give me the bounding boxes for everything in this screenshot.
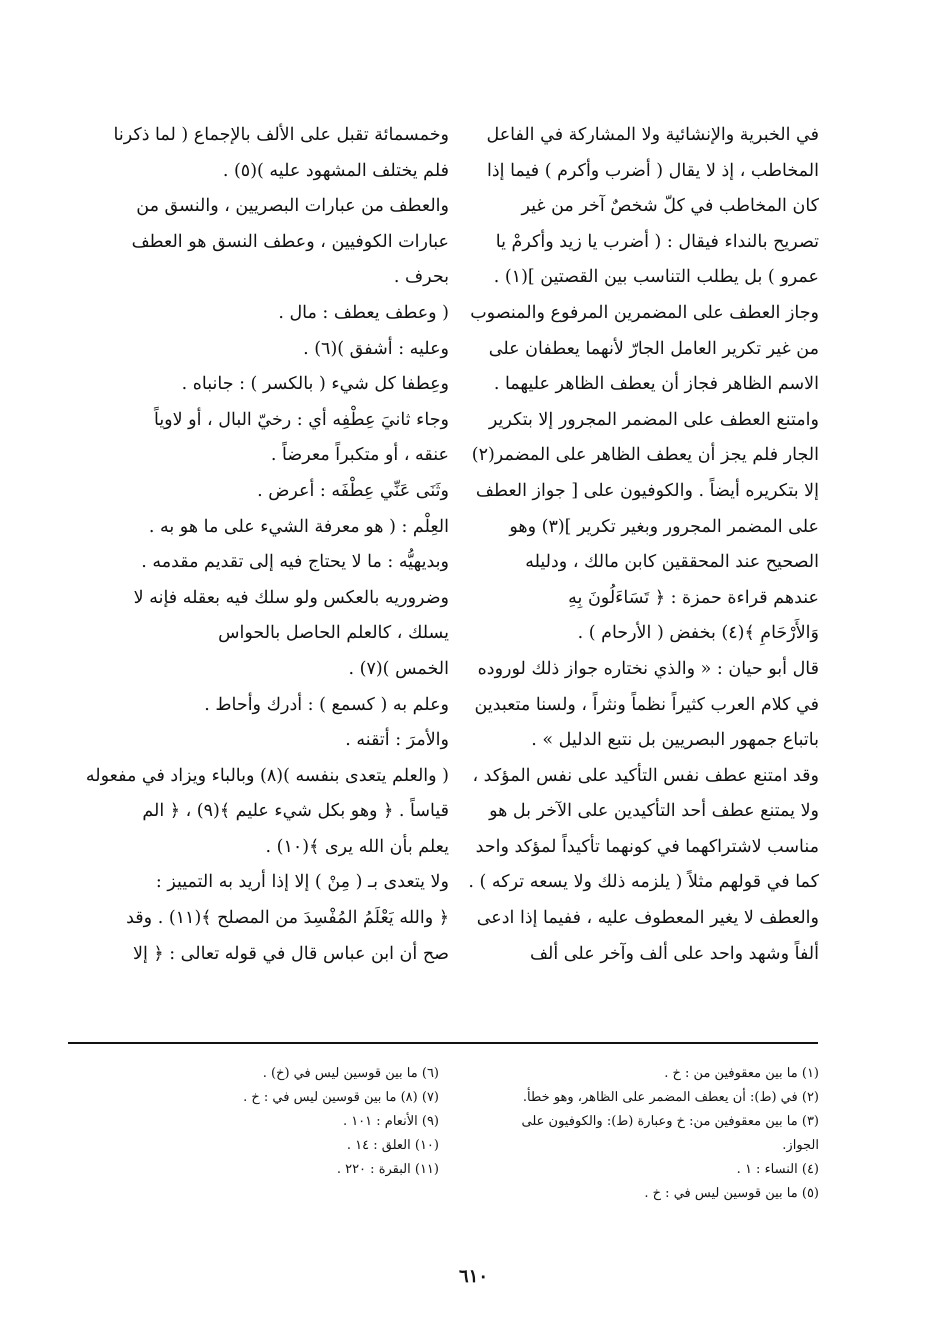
text-line: وخمسمائة تقبل على الألف بالإجماع ( لما ذكرنا	[113, 125, 449, 145]
text-line: قياساً . ﴿ وهو بكل شيء عليم ﴾(٩) ، ﴿ الم	[142, 801, 449, 822]
footnote-line: (٣) ما بين معقوفين من: خ وعبارة (ط): والكوفيون على	[521, 1114, 819, 1129]
text-line: وجاز العطف على المضمرين المرفوع والمنصوب	[470, 302, 819, 323]
text-line: وجاء ثانيَ عِطْفِه أي : رخيّ البال ، أو لاوياً	[153, 409, 449, 430]
footnotes-left-column	[139, 1062, 439, 1182]
text-line: صح أن ابن عباس قال في قوله تعالى : ﴿ إلا	[132, 943, 449, 964]
text-line: ( والعلم يتعدى بنفسه )(٨) وبالباء ويزاد في مفعوله	[85, 765, 449, 786]
text-line: على المضمر المجرور وبغير تكرير ](٣) وهو	[509, 516, 819, 537]
text-line: ولا يمتنع عطف أحد التأكيدين على الآخر بل هو	[489, 801, 819, 822]
text-line: ( وعطف يعطف : مال .	[278, 302, 449, 323]
text-line: عبارات الكوفيين ، وعطف النسق هو العطف	[131, 231, 449, 252]
text-line: بحرف .	[393, 267, 449, 288]
text-line: ﴿ والله يَعْلَمُ المُفْسِدَ من المصلح ﴾(١١) . وقد	[126, 908, 449, 929]
text-line: يسلك ، كالعلم الحاصل بالحواس	[218, 623, 449, 644]
footnote-line: (١٠) العلق : ١٤ .	[346, 1138, 439, 1153]
text-line: ألفاً وشهد واحد على ألف وآخر على ألف	[529, 943, 819, 964]
text-line: وثَنَى عَنِّي عِطْفَه : أعرض .	[257, 480, 449, 501]
text-line: في الخبرية والإنشائية ولا المشاركة في الفاعل	[486, 125, 819, 145]
text-line: وعلم به ( كسمع ) : أدرك وأحاط .	[204, 694, 449, 715]
footnote-divider	[68, 1042, 818, 1044]
text-line: والعطف لا يغير المعطوف عليه ، ففيما إذا ادعى	[476, 908, 819, 929]
text-line: الجار فلم يجز أن يعطف الظاهر على المضمر(٢)	[471, 445, 819, 466]
text-line: إلا بتكريره أيضاً . والكوفيون على [ جواز العطف	[475, 480, 819, 501]
text-line: يعلم بأن الله يرى ﴾(١٠) .	[265, 836, 449, 857]
main-text-right-column	[451, 118, 819, 972]
text-line: الصحيح عند المحققين كابن مالك ، ودليله	[525, 552, 819, 573]
text-line: عمرو ) بل يطلب التناسب بين القصتين ](١) .	[493, 267, 819, 288]
footnote-line: (٧) (٨) ما بين قوسين ليس في : خ .	[243, 1090, 439, 1105]
text-line: مناسب لاشتراكهما في كونهما تأكيداً لمؤكد واحد	[475, 836, 819, 857]
footnote-line: الجواز.	[782, 1138, 819, 1153]
text-line: العِلْم : ( هو معرفة الشيء على ما هو به .	[148, 516, 449, 537]
footnote-line: (٦) ما بين قوسين ليس في (خ) .	[262, 1066, 439, 1081]
footnote-line: (١١) البقرة : ٢٢٠ .	[336, 1162, 439, 1177]
text-line: من غير تكرير العامل الجارّ لأنهما يعطفان على	[488, 338, 819, 359]
text-line: تصريح بالنداء فيقال : ( أضرب يا زيد وأكرمْ يا	[495, 231, 819, 252]
text-line: والعطف من عبارات البصريين ، والنسق من	[136, 196, 449, 217]
text-line: عنقه ، أو متكبراً معرضاً .	[270, 445, 449, 466]
footnote-line: (٩) الأنعام : ١٠١ .	[342, 1114, 439, 1129]
text-line: وعليه : أشفق )(٦) .	[303, 338, 449, 359]
footnotes-right-column	[474, 1062, 819, 1206]
text-line: وضروريه بالعكس ولو سلك فيه بعقله فإنه لا	[133, 587, 449, 608]
footnote-line: (٥) ما بين قوسين ليس في : خ .	[644, 1186, 819, 1201]
text-line: وعِطفا كل شيء ( بالكسر ) : جانباه .	[181, 374, 449, 395]
footnote-line: (٤) النساء : ١ .	[736, 1162, 819, 1177]
text-line: وَالأَرْحَامِ ﴾(٤) بخفض ( الأرحام ) .	[577, 623, 819, 644]
text-line: وبديهيُّه : ما لا يحتاج فيه إلى تقديم مقدمه .	[141, 552, 449, 573]
text-line: كما في قولهم مثلاً ( يلزمه ذلك ولا يسعه تركه ) .	[468, 872, 819, 893]
text-line: والأمرَ : أتقنه .	[345, 730, 449, 751]
text-line: الخمس )(٧) .	[348, 658, 449, 679]
text-line: كان المخاطب في كلّ شخصٌ آخر من غير	[521, 196, 819, 217]
page-number: ٦١٠	[458, 1266, 488, 1287]
text-line: فلم يختلف المشهود عليه )(٥) .	[222, 160, 449, 181]
text-line: عندهم قراءة حمزة : ﴿ تَسَاءَلُونَ بِهِ	[568, 587, 819, 608]
text-line: وقد امتنع عطف نفس التأكيد على نفس المؤكد ،	[472, 765, 819, 786]
text-line: باتباع جمهور البصريين بل نتبع الدليل » .	[531, 730, 819, 751]
text-line: وامتنع العطف على المضمر المجرور إلا بتكرير	[488, 409, 819, 430]
text-line: قال أبو حيان : « والذي نختاره جواز ذلك لوروده	[477, 658, 819, 679]
footnote-line: (٢) في (ط): أن يعطف المضمر على الظاهر، وهو خطأ.	[522, 1090, 819, 1105]
footnote-line: (١) ما بين معقوفين من : خ .	[664, 1066, 819, 1081]
main-text-left-column	[77, 118, 449, 972]
text-line: في كلام العرب كثيراً نظماً ونثراً ، ولسنا متعبدين	[474, 694, 819, 715]
text-line: الاسم الظاهر فجاز أن يعطف الظاهر عليهما .	[493, 374, 819, 395]
text-line: ولا يتعدى بـ ( مِنْ ) إلا إذا أريد به التمييز :	[155, 872, 449, 893]
text-line: المخاطب ، إذ لا يقال ( أضرب وأكرم ) فيما إذا	[487, 160, 819, 181]
